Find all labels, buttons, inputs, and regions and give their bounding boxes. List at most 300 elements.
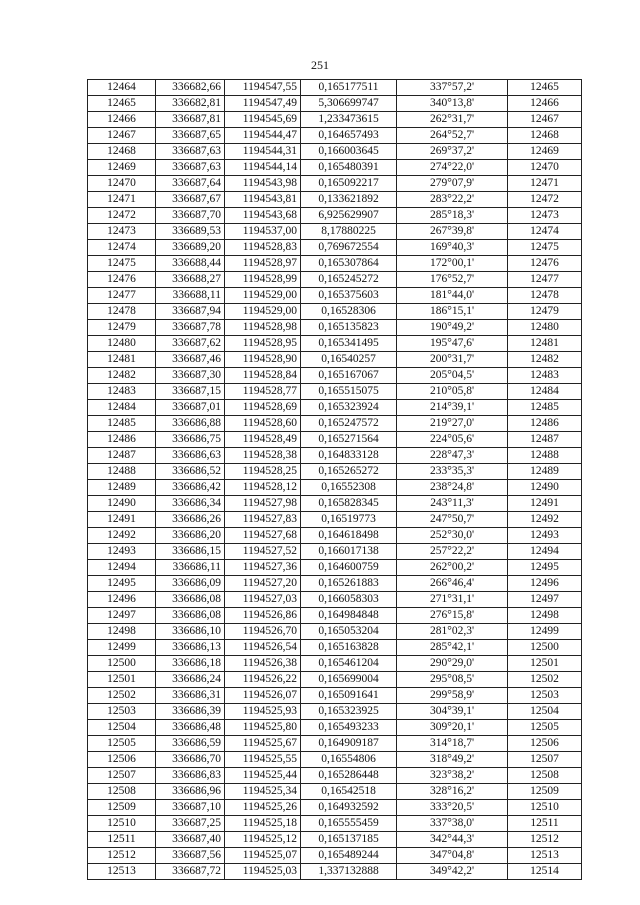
table-row <box>88 560 582 576</box>
point-from-cell: 12483 <box>88 384 156 400</box>
table-row <box>88 128 582 144</box>
point-to-cell: 12512 <box>508 832 582 848</box>
x-coordinate-cell: 336686,39 <box>156 704 225 720</box>
length-cell: 0,165261883 <box>301 576 397 592</box>
x-coordinate-cell: 336686,10 <box>156 624 225 640</box>
angle-cell: 247°50,7' <box>397 512 508 528</box>
length-cell: 0,165323925 <box>301 704 397 720</box>
x-coordinate-cell: 336689,20 <box>156 240 225 256</box>
point-to-cell: 12478 <box>508 288 582 304</box>
table-row <box>88 736 582 752</box>
table-row <box>88 496 582 512</box>
x-coordinate-cell: 336686,75 <box>156 432 225 448</box>
length-cell: 0,166003645 <box>301 144 397 160</box>
table-row <box>88 512 582 528</box>
y-coordinate-cell: 1194526,70 <box>225 624 301 640</box>
x-coordinate-cell: 336682,81 <box>156 96 225 112</box>
table-row <box>88 640 582 656</box>
angle-cell: 323°38,2' <box>397 768 508 784</box>
point-from-cell: 12471 <box>88 192 156 208</box>
point-to-cell: 12493 <box>508 528 582 544</box>
table-row <box>88 256 582 272</box>
table-row <box>88 384 582 400</box>
point-to-cell: 12465 <box>508 80 582 96</box>
length-cell: 0,16519773 <box>301 512 397 528</box>
angle-cell: 190°49,2' <box>397 320 508 336</box>
length-cell: 0,165480391 <box>301 160 397 176</box>
point-from-cell: 12473 <box>88 224 156 240</box>
x-coordinate-cell: 336688,11 <box>156 288 225 304</box>
y-coordinate-cell: 1194528,38 <box>225 448 301 464</box>
length-cell: 1,337132888 <box>301 864 397 880</box>
angle-cell: 337°38,0' <box>397 816 508 832</box>
angle-cell: 264°52,7' <box>397 128 508 144</box>
y-coordinate-cell: 1194528,95 <box>225 336 301 352</box>
length-cell: 0,165245272 <box>301 272 397 288</box>
point-from-cell: 12495 <box>88 576 156 592</box>
point-to-cell: 12468 <box>508 128 582 144</box>
x-coordinate-cell: 336682,66 <box>156 80 225 96</box>
x-coordinate-cell: 336687,62 <box>156 336 225 352</box>
length-cell: 8,17880225 <box>301 224 397 240</box>
length-cell: 0,165163828 <box>301 640 397 656</box>
point-from-cell: 12478 <box>88 304 156 320</box>
table-row <box>88 704 582 720</box>
y-coordinate-cell: 1194527,52 <box>225 544 301 560</box>
length-cell: 0,16528306 <box>301 304 397 320</box>
x-coordinate-cell: 336687,81 <box>156 112 225 128</box>
length-cell: 0,164618498 <box>301 528 397 544</box>
y-coordinate-cell: 1194529,00 <box>225 304 301 320</box>
length-cell: 6,925629907 <box>301 208 397 224</box>
point-from-cell: 12465 <box>88 96 156 112</box>
y-coordinate-cell: 1194525,93 <box>225 704 301 720</box>
point-to-cell: 12483 <box>508 368 582 384</box>
angle-cell: 181°44,0' <box>397 288 508 304</box>
x-coordinate-cell: 336686,34 <box>156 496 225 512</box>
y-coordinate-cell: 1194544,31 <box>225 144 301 160</box>
point-to-cell: 12494 <box>508 544 582 560</box>
x-coordinate-cell: 336686,24 <box>156 672 225 688</box>
table-row <box>88 592 582 608</box>
angle-cell: 333°20,5' <box>397 800 508 816</box>
length-cell: 0,166058303 <box>301 592 397 608</box>
angle-cell: 238°24,8' <box>397 480 508 496</box>
x-coordinate-cell: 336686,83 <box>156 768 225 784</box>
table-row <box>88 352 582 368</box>
table-row <box>88 144 582 160</box>
point-from-cell: 12470 <box>88 176 156 192</box>
y-coordinate-cell: 1194525,80 <box>225 720 301 736</box>
angle-cell: 285°42,1' <box>397 640 508 656</box>
y-coordinate-cell: 1194526,86 <box>225 608 301 624</box>
length-cell: 5,306699747 <box>301 96 397 112</box>
y-coordinate-cell: 1194547,49 <box>225 96 301 112</box>
x-coordinate-cell: 336686,15 <box>156 544 225 560</box>
y-coordinate-cell: 1194528,49 <box>225 432 301 448</box>
angle-cell: 172°00,1' <box>397 256 508 272</box>
angle-cell: 279°07,9' <box>397 176 508 192</box>
y-coordinate-cell: 1194525,44 <box>225 768 301 784</box>
length-cell: 0,165515075 <box>301 384 397 400</box>
length-cell: 0,164657493 <box>301 128 397 144</box>
point-to-cell: 12496 <box>508 576 582 592</box>
angle-cell: 262°00,2' <box>397 560 508 576</box>
length-cell: 0,165092217 <box>301 176 397 192</box>
point-from-cell: 12510 <box>88 816 156 832</box>
length-cell: 0,133621892 <box>301 192 397 208</box>
angle-cell: 269°37,2' <box>397 144 508 160</box>
table-row <box>88 608 582 624</box>
table-row <box>88 784 582 800</box>
point-to-cell: 12509 <box>508 784 582 800</box>
angle-cell: 274°22,0' <box>397 160 508 176</box>
table-row <box>88 304 582 320</box>
y-coordinate-cell: 1194525,03 <box>225 864 301 880</box>
length-cell: 1,233473615 <box>301 112 397 128</box>
length-cell: 0,165461204 <box>301 656 397 672</box>
length-cell: 0,16540257 <box>301 352 397 368</box>
angle-cell: 276°15,8' <box>397 608 508 624</box>
length-cell: 0,164932592 <box>301 800 397 816</box>
point-from-cell: 12508 <box>88 784 156 800</box>
y-coordinate-cell: 1194528,12 <box>225 480 301 496</box>
angle-cell: 252°30,0' <box>397 528 508 544</box>
y-coordinate-cell: 1194528,60 <box>225 416 301 432</box>
x-coordinate-cell: 336686,13 <box>156 640 225 656</box>
table-row <box>88 320 582 336</box>
table-row <box>88 544 582 560</box>
point-from-cell: 12490 <box>88 496 156 512</box>
point-from-cell: 12512 <box>88 848 156 864</box>
x-coordinate-cell: 336686,96 <box>156 784 225 800</box>
x-coordinate-cell: 336686,52 <box>156 464 225 480</box>
point-to-cell: 12498 <box>508 608 582 624</box>
point-to-cell: 12474 <box>508 224 582 240</box>
point-from-cell: 12491 <box>88 512 156 528</box>
length-cell: 0,164984848 <box>301 608 397 624</box>
table-row <box>88 576 582 592</box>
x-coordinate-cell: 336687,65 <box>156 128 225 144</box>
point-from-cell: 12466 <box>88 112 156 128</box>
length-cell: 0,16554806 <box>301 752 397 768</box>
point-to-cell: 12466 <box>508 96 582 112</box>
y-coordinate-cell: 1194527,98 <box>225 496 301 512</box>
length-cell: 0,165053204 <box>301 624 397 640</box>
y-coordinate-cell: 1194528,25 <box>225 464 301 480</box>
length-cell: 0,165699004 <box>301 672 397 688</box>
point-from-cell: 12477 <box>88 288 156 304</box>
table-row <box>88 448 582 464</box>
angle-cell: 340°13,8' <box>397 96 508 112</box>
point-from-cell: 12474 <box>88 240 156 256</box>
angle-cell: 314°18,7' <box>397 736 508 752</box>
y-coordinate-cell: 1194525,12 <box>225 832 301 848</box>
y-coordinate-cell: 1194525,26 <box>225 800 301 816</box>
angle-cell: 224°05,6' <box>397 432 508 448</box>
angle-cell: 347°04,8' <box>397 848 508 864</box>
x-coordinate-cell: 336688,27 <box>156 272 225 288</box>
length-cell: 0,16542518 <box>301 784 397 800</box>
point-to-cell: 12470 <box>508 160 582 176</box>
y-coordinate-cell: 1194543,98 <box>225 176 301 192</box>
length-cell: 0,165323924 <box>301 400 397 416</box>
y-coordinate-cell: 1194525,55 <box>225 752 301 768</box>
length-cell: 0,165271564 <box>301 432 397 448</box>
point-to-cell: 12482 <box>508 352 582 368</box>
angle-cell: 186°15,1' <box>397 304 508 320</box>
x-coordinate-cell: 336686,48 <box>156 720 225 736</box>
x-coordinate-cell: 336686,70 <box>156 752 225 768</box>
x-coordinate-cell: 336687,70 <box>156 208 225 224</box>
length-cell: 0,165341495 <box>301 336 397 352</box>
angle-cell: 349°42,2' <box>397 864 508 880</box>
x-coordinate-cell: 336686,11 <box>156 560 225 576</box>
point-to-cell: 12499 <box>508 624 582 640</box>
angle-cell: 342°44,3' <box>397 832 508 848</box>
point-from-cell: 12498 <box>88 624 156 640</box>
y-coordinate-cell: 1194528,90 <box>225 352 301 368</box>
x-coordinate-cell: 336686,88 <box>156 416 225 432</box>
point-from-cell: 12493 <box>88 544 156 560</box>
x-coordinate-cell: 336688,44 <box>156 256 225 272</box>
point-to-cell: 12506 <box>508 736 582 752</box>
point-from-cell: 12482 <box>88 368 156 384</box>
y-coordinate-cell: 1194528,84 <box>225 368 301 384</box>
point-to-cell: 12471 <box>508 176 582 192</box>
point-from-cell: 12485 <box>88 416 156 432</box>
point-to-cell: 12507 <box>508 752 582 768</box>
y-coordinate-cell: 1194526,07 <box>225 688 301 704</box>
x-coordinate-cell: 336686,59 <box>156 736 225 752</box>
table-body <box>88 80 582 880</box>
point-to-cell: 12486 <box>508 416 582 432</box>
point-to-cell: 12508 <box>508 768 582 784</box>
y-coordinate-cell: 1194526,54 <box>225 640 301 656</box>
angle-cell: 328°16,2' <box>397 784 508 800</box>
point-from-cell: 12469 <box>88 160 156 176</box>
y-coordinate-cell: 1194525,67 <box>225 736 301 752</box>
x-coordinate-cell: 336686,09 <box>156 576 225 592</box>
point-to-cell: 12473 <box>508 208 582 224</box>
length-cell: 0,165489244 <box>301 848 397 864</box>
table-row <box>88 832 582 848</box>
length-cell: 0,165555459 <box>301 816 397 832</box>
point-to-cell: 12469 <box>508 144 582 160</box>
table-row <box>88 432 582 448</box>
angle-cell: 299°58,9' <box>397 688 508 704</box>
length-cell: 0,165493233 <box>301 720 397 736</box>
angle-cell: 281°02,3' <box>397 624 508 640</box>
x-coordinate-cell: 336686,08 <box>156 608 225 624</box>
x-coordinate-cell: 336689,53 <box>156 224 225 240</box>
table-row <box>88 224 582 240</box>
y-coordinate-cell: 1194543,68 <box>225 208 301 224</box>
point-to-cell: 12476 <box>508 256 582 272</box>
point-to-cell: 12491 <box>508 496 582 512</box>
length-cell: 0,165828345 <box>301 496 397 512</box>
x-coordinate-cell: 336687,01 <box>156 400 225 416</box>
y-coordinate-cell: 1194528,69 <box>225 400 301 416</box>
length-cell: 0,165177511 <box>301 80 397 96</box>
angle-cell: 214°39,1' <box>397 400 508 416</box>
angle-cell: 267°39,8' <box>397 224 508 240</box>
table-row <box>88 464 582 480</box>
point-from-cell: 12464 <box>88 80 156 96</box>
length-cell: 0,165286448 <box>301 768 397 784</box>
point-from-cell: 12488 <box>88 464 156 480</box>
point-from-cell: 12486 <box>88 432 156 448</box>
angle-cell: 219°27,0' <box>397 416 508 432</box>
point-from-cell: 12476 <box>88 272 156 288</box>
table-row <box>88 848 582 864</box>
x-coordinate-cell: 336686,26 <box>156 512 225 528</box>
table-row <box>88 96 582 112</box>
point-to-cell: 12510 <box>508 800 582 816</box>
coordinates-table <box>87 79 582 880</box>
point-to-cell: 12481 <box>508 336 582 352</box>
y-coordinate-cell: 1194528,99 <box>225 272 301 288</box>
x-coordinate-cell: 336687,72 <box>156 864 225 880</box>
y-coordinate-cell: 1194527,68 <box>225 528 301 544</box>
angle-cell: 243°11,3' <box>397 496 508 512</box>
point-from-cell: 12479 <box>88 320 156 336</box>
x-coordinate-cell: 336687,78 <box>156 320 225 336</box>
table-row <box>88 816 582 832</box>
table-row <box>88 480 582 496</box>
length-cell: 0,165167067 <box>301 368 397 384</box>
table-row <box>88 688 582 704</box>
point-to-cell: 12500 <box>508 640 582 656</box>
angle-cell: 271°31,1' <box>397 592 508 608</box>
table-row <box>88 624 582 640</box>
point-from-cell: 12503 <box>88 704 156 720</box>
point-from-cell: 12507 <box>88 768 156 784</box>
length-cell: 0,16552308 <box>301 480 397 496</box>
table-row <box>88 272 582 288</box>
table-row <box>88 368 582 384</box>
table-row <box>88 864 582 880</box>
table-row <box>88 800 582 816</box>
point-from-cell: 12480 <box>88 336 156 352</box>
length-cell: 0,165091641 <box>301 688 397 704</box>
point-from-cell: 12501 <box>88 672 156 688</box>
point-to-cell: 12467 <box>508 112 582 128</box>
table-row <box>88 416 582 432</box>
angle-cell: 304°39,1' <box>397 704 508 720</box>
y-coordinate-cell: 1194528,83 <box>225 240 301 256</box>
angle-cell: 257°22,2' <box>397 544 508 560</box>
point-from-cell: 12496 <box>88 592 156 608</box>
angle-cell: 309°20,1' <box>397 720 508 736</box>
point-to-cell: 12514 <box>508 864 582 880</box>
x-coordinate-cell: 336687,56 <box>156 848 225 864</box>
point-from-cell: 12500 <box>88 656 156 672</box>
table-row <box>88 720 582 736</box>
point-to-cell: 12501 <box>508 656 582 672</box>
page-number: 251 <box>311 58 329 72</box>
point-to-cell: 12480 <box>508 320 582 336</box>
x-coordinate-cell: 336687,25 <box>156 816 225 832</box>
y-coordinate-cell: 1194528,98 <box>225 320 301 336</box>
y-coordinate-cell: 1194525,18 <box>225 816 301 832</box>
angle-cell: 205°04,5' <box>397 368 508 384</box>
angle-cell: 285°18,3' <box>397 208 508 224</box>
point-to-cell: 12479 <box>508 304 582 320</box>
point-to-cell: 12504 <box>508 704 582 720</box>
point-to-cell: 12505 <box>508 720 582 736</box>
x-coordinate-cell: 336686,63 <box>156 448 225 464</box>
y-coordinate-cell: 1194528,97 <box>225 256 301 272</box>
angle-cell: 200°31,7' <box>397 352 508 368</box>
point-to-cell: 12488 <box>508 448 582 464</box>
length-cell: 0,165247572 <box>301 416 397 432</box>
point-to-cell: 12475 <box>508 240 582 256</box>
length-cell: 0,165375603 <box>301 288 397 304</box>
angle-cell: 233°35,3' <box>397 464 508 480</box>
x-coordinate-cell: 336686,18 <box>156 656 225 672</box>
x-coordinate-cell: 336687,10 <box>156 800 225 816</box>
angle-cell: 337°57,2' <box>397 80 508 96</box>
x-coordinate-cell: 336687,46 <box>156 352 225 368</box>
point-from-cell: 12468 <box>88 144 156 160</box>
angle-cell: 210°05,8' <box>397 384 508 400</box>
point-to-cell: 12497 <box>508 592 582 608</box>
table-row <box>88 336 582 352</box>
point-from-cell: 12506 <box>88 752 156 768</box>
length-cell: 0,769672554 <box>301 240 397 256</box>
length-cell: 0,166017138 <box>301 544 397 560</box>
y-coordinate-cell: 1194544,47 <box>225 128 301 144</box>
angle-cell: 318°49,2' <box>397 752 508 768</box>
angle-cell: 283°22,2' <box>397 192 508 208</box>
point-from-cell: 12475 <box>88 256 156 272</box>
table-row <box>88 752 582 768</box>
point-to-cell: 12495 <box>508 560 582 576</box>
point-to-cell: 12484 <box>508 384 582 400</box>
table-row <box>88 656 582 672</box>
y-coordinate-cell: 1194543,81 <box>225 192 301 208</box>
table-row <box>88 176 582 192</box>
y-coordinate-cell: 1194529,00 <box>225 288 301 304</box>
table-row <box>88 240 582 256</box>
y-coordinate-cell: 1194526,38 <box>225 656 301 672</box>
angle-cell: 290°29,0' <box>397 656 508 672</box>
angle-cell: 176°52,7' <box>397 272 508 288</box>
table-row <box>88 672 582 688</box>
length-cell: 0,165137185 <box>301 832 397 848</box>
angle-cell: 295°08,5' <box>397 672 508 688</box>
table-row <box>88 192 582 208</box>
x-coordinate-cell: 336687,40 <box>156 832 225 848</box>
point-from-cell: 12484 <box>88 400 156 416</box>
point-to-cell: 12472 <box>508 192 582 208</box>
angle-cell: 266°46,4' <box>397 576 508 592</box>
point-from-cell: 12511 <box>88 832 156 848</box>
table-row <box>88 80 582 96</box>
length-cell: 0,165307864 <box>301 256 397 272</box>
length-cell: 0,164600759 <box>301 560 397 576</box>
point-from-cell: 12487 <box>88 448 156 464</box>
y-coordinate-cell: 1194537,00 <box>225 224 301 240</box>
point-from-cell: 12499 <box>88 640 156 656</box>
point-to-cell: 12485 <box>508 400 582 416</box>
angle-cell: 228°47,3' <box>397 448 508 464</box>
length-cell: 0,165135823 <box>301 320 397 336</box>
point-to-cell: 12489 <box>508 464 582 480</box>
length-cell: 0,164909187 <box>301 736 397 752</box>
point-from-cell: 12513 <box>88 864 156 880</box>
